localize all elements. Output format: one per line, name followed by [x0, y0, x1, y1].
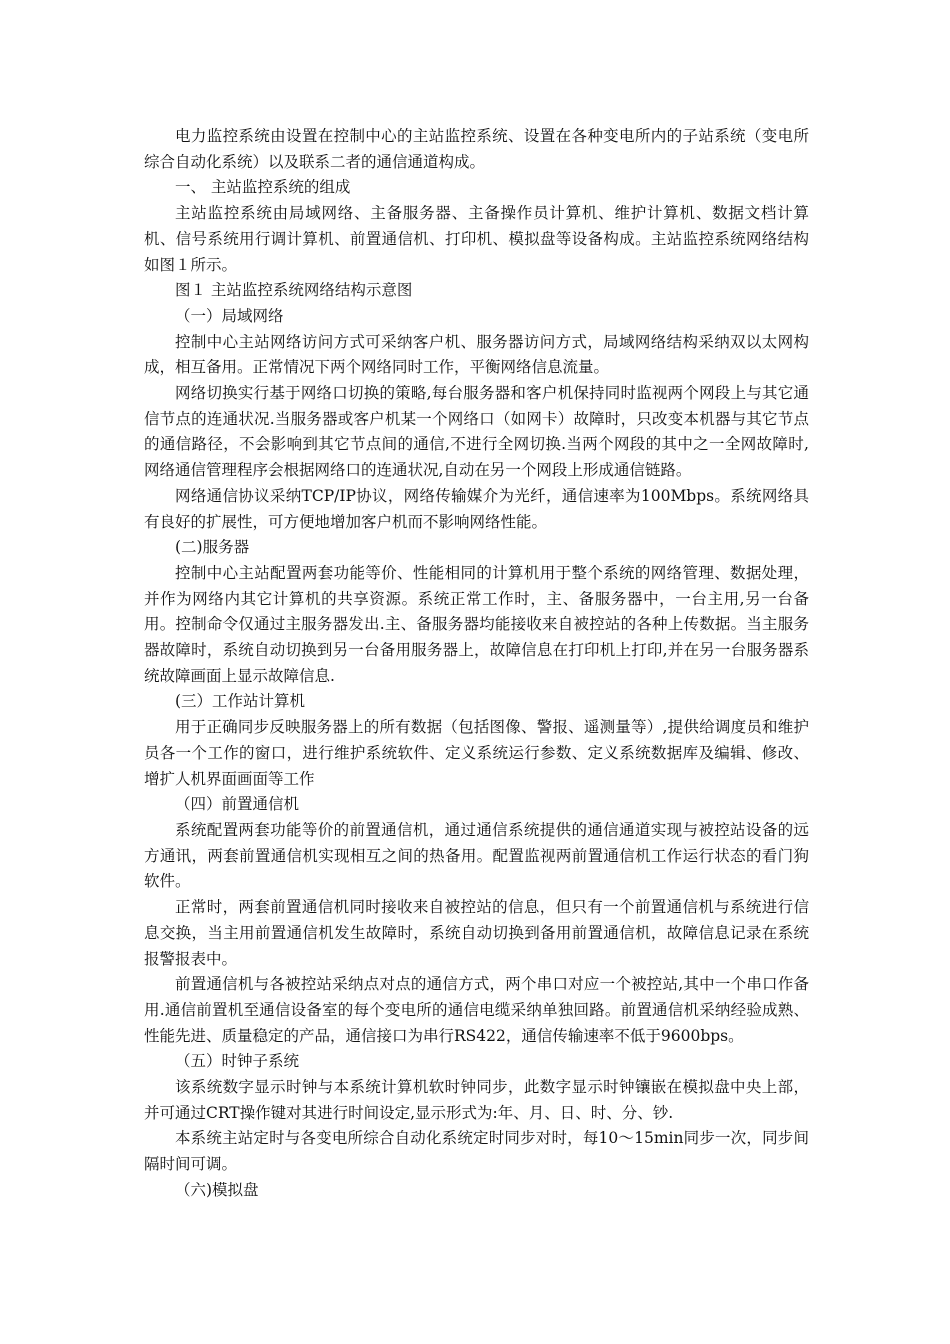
paragraph-front-end-config: 系统配置两套功能等价的前置通信机，通过通信系统提供的通信通道实现与被控站设备的远方通讯，两套前置通信机实现相互之间的热备用。配置监视两前置通信机工作运行状态的看门狗软件。	[144, 820, 809, 891]
heading-front-end: （四）前置通信机	[175, 795, 300, 814]
paragraph-workstation: 用于正确同步反映服务器上的所有数据（包括图像、警报、遥测量等）,提供给调度员和维护员各一个工作的窗口，进行维护系统软件、定义系统运行参数、定义系统数据库及编辑、修改、增扩人机界面画面等工作	[144, 718, 809, 788]
paragraph-lan-access: 控制中心主站网络访问方式可采纳客户机、服务器访问方式，局域网络结构采纳双以太网构成，相互备用。正常情况下两个网络同时工作，平衡网络信息流量。	[144, 332, 809, 377]
heading-server: (二)服务器	[175, 538, 250, 557]
heading-lan: （一）局域网络	[175, 306, 284, 325]
paragraph-front-end-comm: 前置通信机与各被控站采纳点对点的通信方式，两个串口对应一个被控站,其中一个串口作备用.通信前置机至通信设备室的每个变电所的通信电缆采纳单独回路。前置通信机采纳经验成熟、性能先进、质量稳定的产品，通信接口为串行RS422，通信传输速率不低于9600bps。	[144, 975, 809, 1045]
heading-section-1: 一、 主站监控系统的组成	[175, 178, 351, 197]
figure-caption: 图１ 主站监控系统网络结构示意图	[175, 281, 413, 300]
paragraph-clock-sync: 本系统主站定时与各变电所综合自动化系统定时同步对时，每10～15min同步一次，同步间隔时间可调。	[144, 1129, 809, 1174]
paragraph-clock-display: 该系统数字显示时钟与本系统计算机软时钟同步，此数字显示时钟镶嵌在模拟盘中央上部，并可通过CRT操作键对其进行时间设定,显示形式为:年、月、日、时、分、钞.	[144, 1078, 809, 1122]
paragraph-protocol: 网络通信协议采纳TCP/IP协议，网络传输媒介为光纤，通信速率为100Mbps。系统网络具有良好的扩展性，可方便地增加客户机而不影响网络性能。	[144, 486, 809, 531]
document-body	[144, 124, 809, 1204]
heading-mimic-panel: （六)模拟盘	[175, 1180, 259, 1199]
heading-workstation: (三）工作站计算机	[175, 692, 306, 711]
paragraph-composition: 主站监控系统由局域网络、主备服务器、主备操作员计算机、维护计算机、数据文档计算机、信号系统用行调计算机、前置通信机、打印机、模拟盘等设备构成。主站监控系统网络结构如图１所示。	[144, 204, 809, 274]
paragraph-intro: 电力监控系统由设置在控制中心的主站监控系统、设置在各种变电所内的子站系统（变电所综合自动化系统）以及联系二者的通信通道构成。	[144, 127, 809, 171]
paragraph-network-switch: 网络切换实行基于网络口切换的策略,每台服务器和客户机保持同时监视两个网段上与其它通信节点的连通状况.当服务器或客户机某一个网络口（如网卡）故障时，只改变本机器与其它节点的通信路径，不会影响到其它节点间的通信,不进行全网切换.当两个网段的其中之一全网故障时,网络通信管理程序会根据网络口的连通状况,自动在另一个网段上形成通信链路。	[144, 384, 809, 480]
paragraph-front-end-normal: 正常时，两套前置通信机同时接收来自被控站的信息，但只有一个前置通信机与系统进行信息交换，当主用前置通信机发生故障时，系统自动切换到备用前置通信机，故障信息记录在系统报警报表中。	[144, 898, 809, 968]
heading-clock: （五）时钟子系统	[175, 1052, 300, 1071]
paragraph-server: 控制中心主站配置两套功能等价、性能相同的计算机用于整个系统的网络管理、数据处理，并作为网络内其它计算机的共享资源。系统正常工作时，主、备服务器中，一台主用,另一台备用。控制命令仅通过主服务器发出.主、备服务器均能接收来自被控站的各种上传数据。当主服务器故障时，系统自动切换到另一台备用服务器上，故障信息在打印机上打印,并在另一台服务器系统故障画面上显示故障信息.	[144, 563, 809, 685]
